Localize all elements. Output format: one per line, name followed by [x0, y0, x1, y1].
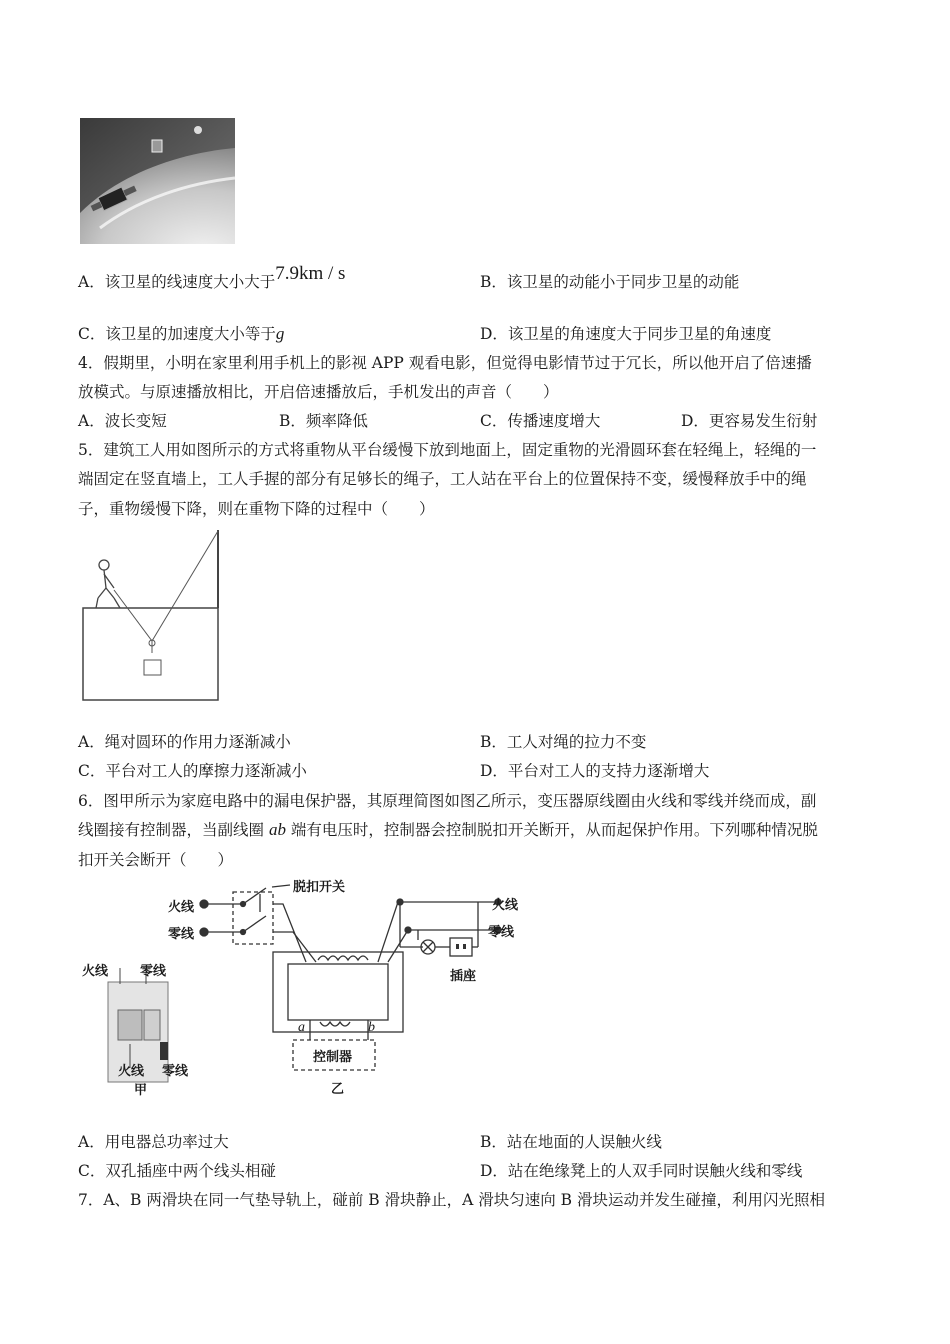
q4-option-b: B．频率降低	[279, 412, 368, 430]
q7-stem-line1: 7．A、B 两滑块在同一气垫导轨上，碰前 B 滑块静止，A 滑块匀速向 B 滑块运动并发生碰撞，利用闪光照相	[78, 1191, 825, 1209]
q6-stem-line3: 扣开关会断开（ ）	[78, 851, 234, 869]
q3-option-b: B．该卫星的动能小于同步卫星的动能	[480, 273, 740, 291]
device-label-neutral-top: 零线	[140, 964, 167, 979]
q5-stem-line1: 5．建筑工人用如图所示的方式将重物从平台缓慢下放到地面上，固定重物的光滑圆环套在轻绳上，轻绳的一	[78, 441, 817, 459]
label-controller: 控制器	[313, 1050, 353, 1065]
q5-option-c: C．平台对工人的摩擦力逐渐减小	[78, 762, 307, 780]
label-terminal-a: a	[298, 1020, 305, 1035]
q6-option-a: A．用电器总功率过大	[78, 1133, 229, 1151]
label-terminal-b: b	[368, 1020, 375, 1035]
q3-option-c-var: g	[275, 324, 285, 343]
q6-stem-line1: 6．图甲所示为家庭电路中的漏电保护器，其原理简图如图乙所示，变压器原线圈由火线和零线并绕而成，副	[78, 792, 817, 810]
q6-option-d: D．站在绝缘凳上的人双手同时误触火线和零线	[480, 1162, 803, 1180]
q5-stem-line2: 端固定在竖直墙上，工人手握的部分有足够长的绳子，工人站在平台上的位置保持不变，缓慢释放手中的绳	[78, 470, 807, 488]
device-label-neutral-bottom: 零线	[162, 1064, 189, 1079]
q6-figure	[78, 872, 538, 1102]
q4-option-d: D．更容易发生衍射	[681, 412, 818, 430]
device-label-live-top: 火线	[82, 964, 109, 979]
q6-option-b: B．站在地面的人误触火线	[480, 1133, 662, 1151]
q4-stem-line2: 放模式。与原速播放相比，开启倍速播放后，手机发出的声音（ ）	[78, 383, 559, 401]
q6-option-c: C．双孔插座中两个线头相碰	[78, 1162, 276, 1180]
q3-option-d: D．该卫星的角速度大于同步卫星的角速度	[480, 325, 772, 343]
label-neutral-left: 零线	[168, 927, 195, 942]
satellite-photo	[80, 118, 235, 244]
device-label-live-bottom: 火线	[118, 1064, 145, 1079]
label-live-right: 火线	[492, 898, 519, 913]
label-neutral-right: 零线	[488, 925, 515, 940]
q5-option-d: D．平台对工人的支持力逐渐增大	[480, 762, 710, 780]
q5-stem-line3: 子，重物缓慢下降，则在重物下降的过程中（ ）	[78, 500, 435, 518]
worker-icon	[96, 560, 120, 608]
caption-yi: 乙	[331, 1082, 345, 1097]
satellite-earth-icon	[80, 118, 235, 244]
q5-figure	[80, 528, 225, 703]
q3-option-a-value: 7.9km / s	[275, 263, 346, 284]
q5-option-b: B．工人对绳的拉力不变	[480, 733, 647, 751]
leakage-protector-diagram	[78, 872, 538, 1102]
q4-option-c: C．传播速度增大	[480, 412, 601, 430]
q5-option-a: A．绳对圆环的作用力逐渐减小	[78, 733, 291, 751]
label-socket: 插座	[450, 969, 477, 984]
caption-jia: 甲	[134, 1083, 148, 1098]
q4-stem-line1: 4．假期里，小明在家里利用手机上的影视 APP 观看电影，但觉得电影情节过于冗长，所以他开启了倍速播	[78, 354, 812, 372]
q3-option-c: C．该卫星的加速度大小等于g	[78, 324, 285, 343]
q4-option-a: A．波长变短	[78, 412, 167, 430]
label-trip-switch: 脱扣开关	[293, 880, 346, 895]
q6-stem-line2: 线圈接有控制器，当副线圈 ab 端有电压时，控制器会控制脱扣开关断开，从而起保护作用。下列哪种情况脱	[78, 820, 818, 839]
q3-option-a: A．该卫星的线速度大小大于7.9km / s	[78, 263, 346, 291]
worker-rope-diagram	[80, 528, 225, 703]
label-live-left: 火线	[168, 900, 195, 915]
q6-stem-var-ab: ab	[268, 820, 286, 839]
